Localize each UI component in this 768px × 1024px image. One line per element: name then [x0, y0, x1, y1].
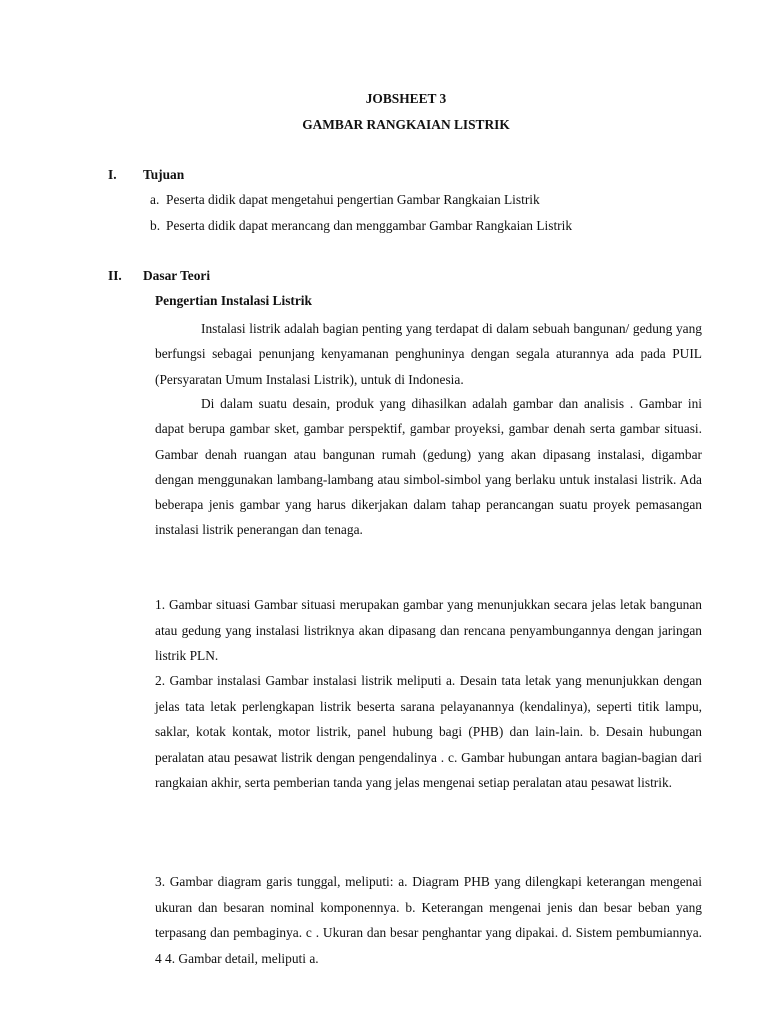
objective-item-marker: b. — [150, 218, 161, 233]
theory-paragraph: Instalasi listrik adalah bagian penting yang terdapat di dalam sebuah bangunan/ gedung yang berfungsi sebagai penunjang kenyamanan penghuninya dengan segala aturannya ada pada PUIL (Persyaratan Umum Instalasi Listrik), untuk di Indonesia. — [155, 321, 702, 387]
section-1-heading: Tujuan — [143, 167, 185, 182]
section-2-numeral: II. — [108, 268, 122, 283]
numbered-paragraph: 2. Gambar instalasi Gambar instalasi listrik meliputi a. Desain tata letak yang menunjukkan dengan jelas tata letak perlengkapan listrik beserta sarana pelayanannya (kendalinya), seperti titik lampu, saklar, kotak kontak, motor listrik, panel hubung bagi (PHB) dan lain-lain. b. Desain hubungan peralatan atau pesawat listrik dengan pengendalinya . c. Gambar hubungan antara bagian-bagian dari rangkaian akhir, serta pemberian tanda yang jelas mengenai setiap peralatan atau pesawat listrik. — [155, 673, 702, 790]
document-title: JOBSHEET 3 — [365, 91, 447, 106]
numbered-paragraph: 3. Gambar diagram garis tunggal, meliputi: a. Diagram PHB yang dilengkapi keterangan mengenai ukuran dan besaran nominal komponennya. b. Keterangan mengenai jenis dan besar beban yang terpasang dan pembaginya. c . Ukuran dan besar penghantar yang dipakai. d. Sistem pembumiannya. 4 4. Gambar detail, meliputi a. — [155, 874, 702, 966]
objective-item-marker: a. — [150, 192, 160, 207]
objective-item-text: Peserta didik dapat mengetahui pengertian Gambar Rangkaian Listrik — [166, 192, 540, 207]
objective-item-text: Peserta didik dapat merancang dan menggambar Gambar Rangkaian Listrik — [166, 218, 573, 233]
numbered-paragraph: 1. Gambar situasi Gambar situasi merupakan gambar yang menunjukkan secara jelas letak bangunan atau gedung yang instalasi listriknya akan dipasang dan rencana penyambungannya dengan jaringan listrik PLN. — [155, 597, 702, 663]
section-2-heading: Dasar Teori — [143, 268, 211, 283]
theory-paragraph: Di dalam suatu desain, produk yang dihasilkan adalah gambar dan analisis . Gambar ini dapat berupa gambar sket, gambar perspektif, gambar proyeksi, gambar denah serta gambar situasi. Gambar denah ruangan atau bangunan rumah (gedung) yang akan dipasang instalasi, digambar dengan menggunakan lambang-lambang atau simbol-simbol yang berlaku untuk instalasi listrik. Ada beberapa jenis gambar yang harus dikerjakan dalam tahap perancangan suatu proyek pemasangan instalasi listrik penerangan dan tenaga. — [155, 396, 702, 538]
document-subtitle: GAMBAR RANGKAIAN LISTRIK — [302, 117, 510, 132]
section-2-subheading: Pengertian Instalasi Listrik — [155, 293, 312, 308]
section-1-numeral: I. — [108, 167, 117, 182]
